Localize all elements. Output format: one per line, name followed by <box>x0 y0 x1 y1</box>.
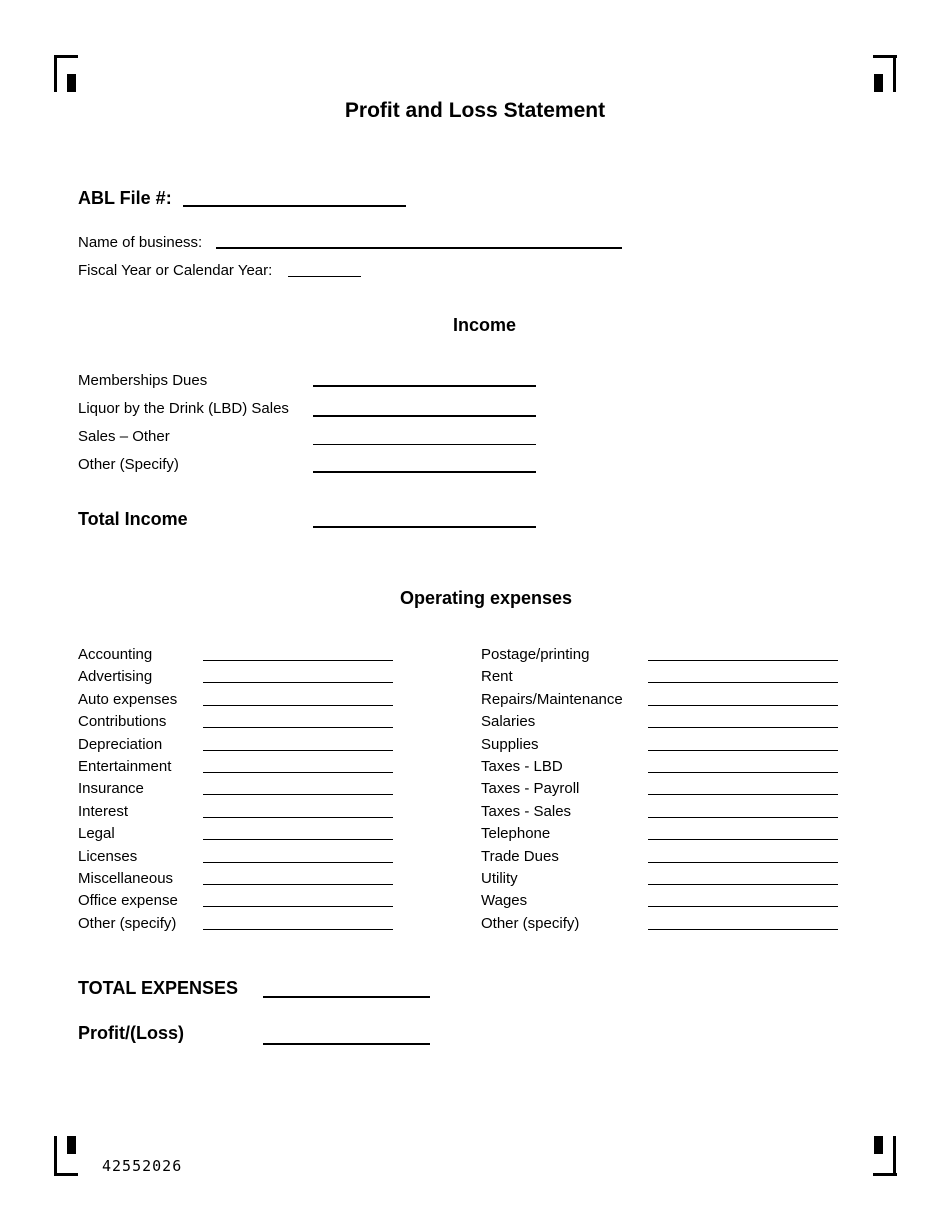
expense-label-left-6: Insurance <box>78 780 144 798</box>
form-code: 42552026 <box>102 1157 183 1175</box>
expense-label-right-2: Repairs/Maintenance <box>481 690 623 708</box>
expense-field-left-7[interactable] <box>203 817 393 818</box>
expense-field-right-10[interactable] <box>648 884 838 885</box>
expense-label-right-6: Taxes - Payroll <box>481 780 580 798</box>
expense-field-right-4[interactable] <box>648 750 838 751</box>
page-title: Profit and Loss Statement <box>344 99 606 122</box>
expense-label-right-0: Postage/printing <box>481 646 590 663</box>
expense-field-left-4[interactable] <box>203 750 393 751</box>
corner-mark-bottom-left <box>54 1136 78 1176</box>
income-label-other: Other (Specify) <box>78 456 179 473</box>
expense-label-right-5: Taxes - LBD <box>481 758 563 775</box>
income-label-sales-other: Sales – Other <box>78 428 170 445</box>
expense-label-right-8: Telephone <box>481 825 551 843</box>
expense-field-left-12[interactable] <box>203 929 393 930</box>
expense-field-right-8[interactable] <box>648 839 838 840</box>
expense-field-left-8[interactable] <box>203 839 393 840</box>
expense-label-right-12: Other (specify) <box>481 914 580 932</box>
total-expenses-label: TOTAL EXPENSES <box>78 978 239 998</box>
fiscal-year-label: Fiscal Year or Calendar Year: <box>78 262 273 279</box>
fiscal-year-field[interactable] <box>288 276 361 277</box>
expense-field-left-1[interactable] <box>203 682 393 683</box>
expense-field-right-5[interactable] <box>648 772 838 773</box>
abl-file-field[interactable] <box>183 205 406 207</box>
expense-label-left-5: Entertainment <box>78 758 172 775</box>
expense-field-left-9[interactable] <box>203 862 393 863</box>
expense-label-right-9: Trade Dues <box>481 847 559 865</box>
expense-field-left-0[interactable] <box>203 660 393 661</box>
total-income-field[interactable] <box>313 526 536 528</box>
expense-label-left-2: Auto expenses <box>78 690 178 708</box>
expense-label-right-11: Wages <box>481 892 528 910</box>
abl-file-label: ABL File #: <box>78 188 172 208</box>
expense-field-right-1[interactable] <box>648 682 838 683</box>
expense-label-left-4: Depreciation <box>78 735 163 753</box>
expense-label-left-1: Advertising <box>78 668 153 686</box>
profit-loss-field[interactable] <box>263 1043 430 1045</box>
expense-label-right-3: Salaries <box>481 713 536 731</box>
expense-field-right-11[interactable] <box>648 906 838 907</box>
expense-field-right-7[interactable] <box>648 817 838 818</box>
expense-label-left-3: Contributions <box>78 713 167 731</box>
expense-label-right-10: Utility <box>481 870 518 887</box>
corner-mark-bottom-right <box>873 1136 897 1176</box>
income-field-memberships[interactable] <box>313 385 536 387</box>
expense-field-right-12[interactable] <box>648 929 838 930</box>
expense-field-right-9[interactable] <box>648 862 838 863</box>
profit-loss-label: Profit/(Loss) <box>78 1023 184 1043</box>
expense-field-right-2[interactable] <box>648 705 838 706</box>
expense-label-right-7: Taxes - Sales <box>481 802 572 820</box>
income-heading: Income <box>453 315 517 335</box>
income-field-sales-other[interactable] <box>313 444 536 445</box>
expense-field-left-11[interactable] <box>203 906 393 907</box>
total-expenses-field[interactable] <box>263 996 430 998</box>
total-income-label: Total Income <box>78 509 188 529</box>
expense-label-left-8: Legal <box>78 825 115 843</box>
expense-label-right-4: Supplies <box>481 735 539 753</box>
expense-label-left-7: Interest <box>78 802 129 820</box>
expense-label-left-0: Accounting <box>78 646 153 663</box>
expense-field-left-6[interactable] <box>203 794 393 795</box>
expenses-heading: Operating expenses <box>400 588 573 608</box>
income-label-lbd-sales: Liquor by the Drink (LBD) Sales <box>78 400 289 417</box>
expense-field-right-6[interactable] <box>648 794 838 795</box>
expense-label-left-10: Miscellaneous <box>78 870 174 887</box>
expense-field-left-10[interactable] <box>203 884 393 885</box>
expense-field-right-3[interactable] <box>648 727 838 728</box>
income-label-memberships: Memberships Dues <box>78 372 208 389</box>
expense-field-left-5[interactable] <box>203 772 393 773</box>
expense-label-left-9: Licenses <box>78 847 138 865</box>
expense-label-left-11: Office expense <box>78 892 178 910</box>
expense-field-left-3[interactable] <box>203 727 393 728</box>
expense-field-right-0[interactable] <box>648 660 838 661</box>
business-name-label: Name of business: <box>78 234 203 251</box>
expense-label-left-12: Other (specify) <box>78 914 177 932</box>
expense-field-left-2[interactable] <box>203 705 393 706</box>
income-field-other[interactable] <box>313 471 536 473</box>
corner-mark-top-right <box>873 55 897 95</box>
expense-label-right-1: Rent <box>481 668 513 686</box>
corner-mark-top-left <box>54 55 78 95</box>
business-name-field[interactable] <box>216 247 622 249</box>
income-field-lbd-sales[interactable] <box>313 415 536 417</box>
